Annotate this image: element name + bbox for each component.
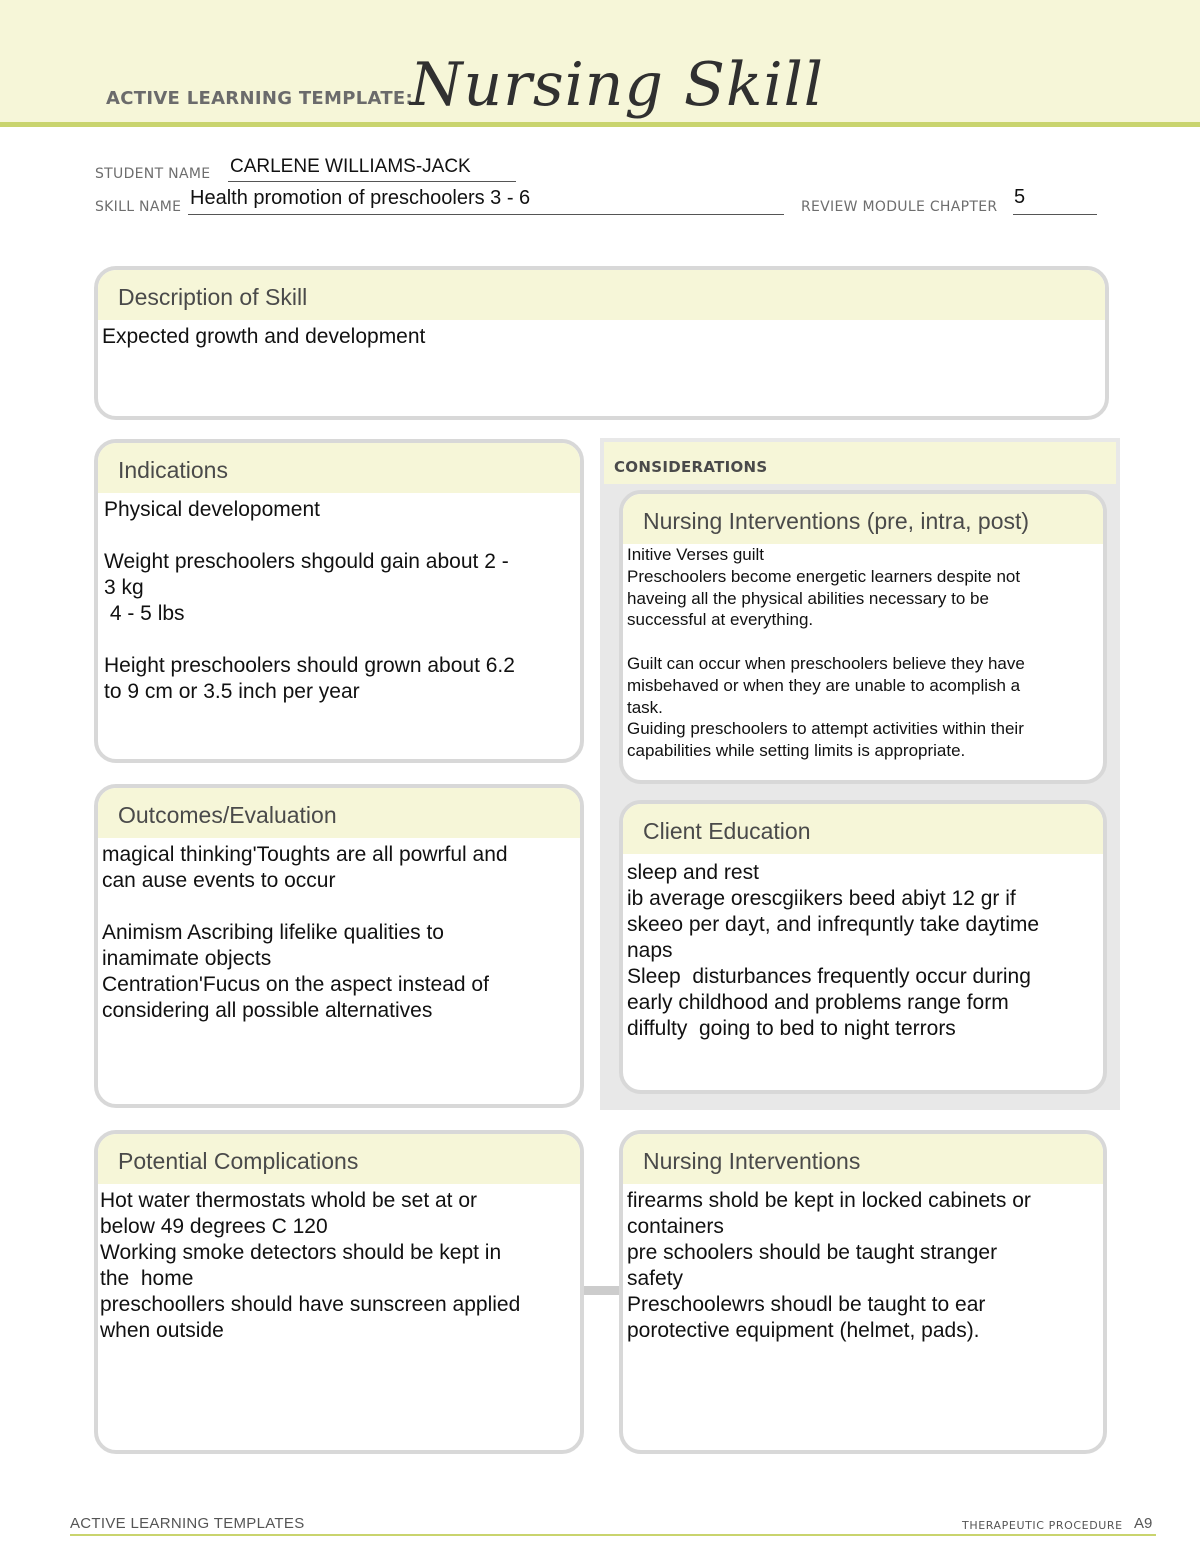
nursing-interventions-heading: Nursing Interventions <box>623 1134 1103 1184</box>
considerations-label: CONSIDERATIONS <box>614 458 768 476</box>
student-name-label: STUDENT NAME <box>95 166 211 182</box>
nursing-interventions-ppp-card <box>619 490 1107 784</box>
client-education-card <box>619 800 1107 1094</box>
nursing-interventions-ppp-text[interactable]: Initive Verses guilt Preschoolers become energetic learners despite not haveing all the physical abilities necessary to be successful at everything. Guilt can occur when preschoolers believe they have misbehaved or when they are unable to acomplish a task. Guiding preschoolers to attempt activities within their capabilities while setting limits is appropriate. <box>627 545 1025 761</box>
student-name-underline <box>228 181 516 182</box>
skill-name-label: SKILL NAME <box>95 199 182 215</box>
footer-rule <box>70 1534 1156 1536</box>
page-number: A9 <box>1134 1515 1153 1532</box>
indications-card <box>94 439 584 763</box>
description-card <box>94 266 1109 420</box>
indications-text[interactable]: Physical developoment Weight preschoolers shgould gain about 2 - 3 kg 4 - 5 lbs Height preschoolers should grown about 6.2 to 9 cm or 3.5 inch per year <box>104 498 515 703</box>
description-heading: Description of Skill <box>98 270 1105 320</box>
nursing-interventions-card <box>619 1130 1107 1454</box>
review-module-field[interactable]: 5 <box>1014 186 1026 208</box>
skill-name-field[interactable]: Health promotion of preschoolers 3 - 6 <box>190 187 531 209</box>
nursing-interventions-ppp-heading: Nursing Interventions (pre, intra, post) <box>623 494 1103 544</box>
potential-complications-heading: Potential Complications <box>98 1134 580 1184</box>
outcomes-heading: Outcomes/Evaluation <box>98 788 580 838</box>
client-education-heading: Client Education <box>623 804 1103 854</box>
template-title: Nursing Skill <box>410 50 824 120</box>
potential-complications-card <box>94 1130 584 1454</box>
footer-right-label: THERAPEUTIC PROCEDURE <box>962 1519 1123 1532</box>
nursing-interventions-text[interactable]: firearms shold be kept in locked cabinets or containers pre schoolers should be taught stranger safety Preschoolewrs shoudl be taught to ear porotective equipment (helmet, pads). <box>627 1189 1031 1342</box>
description-text[interactable]: Expected growth and development <box>102 325 426 348</box>
outcomes-text[interactable]: magical thinking'Toughts are all powrful and can ause events to occur Animism Ascribing lifelike qualities to inamimate objects Centration'Fucus on the aspect instead of considering all possible alternatives <box>102 843 508 1022</box>
review-module-label: REVIEW MODULE CHAPTER <box>801 199 998 215</box>
footer-left-label: ACTIVE LEARNING TEMPLATES <box>70 1515 305 1532</box>
template-label: ACTIVE LEARNING TEMPLATE: <box>106 88 413 109</box>
cards-connector <box>580 1286 622 1295</box>
header-rule <box>0 122 1200 127</box>
student-name-field[interactable]: CARLENE WILLIAMS-JACK <box>230 156 471 177</box>
potential-complications-text[interactable]: Hot water thermostats whold be set at or below 49 degrees C 120 Working smoke detectors should be kept in the home preschoollers should have sunscreen applied when outside <box>100 1189 521 1342</box>
review-module-underline <box>1013 214 1097 215</box>
outcomes-card <box>94 784 584 1108</box>
indications-heading: Indications <box>98 443 580 493</box>
client-education-text[interactable]: sleep and rest ib average orescgiikers beed abiyt 12 gr if skeeo per dayt, and infrequntly take daytime naps Sleep disturbances frequently occur during early childhood and problems range form diffulty going to bed to night terrors <box>627 861 1040 1040</box>
skill-name-underline <box>188 214 784 215</box>
